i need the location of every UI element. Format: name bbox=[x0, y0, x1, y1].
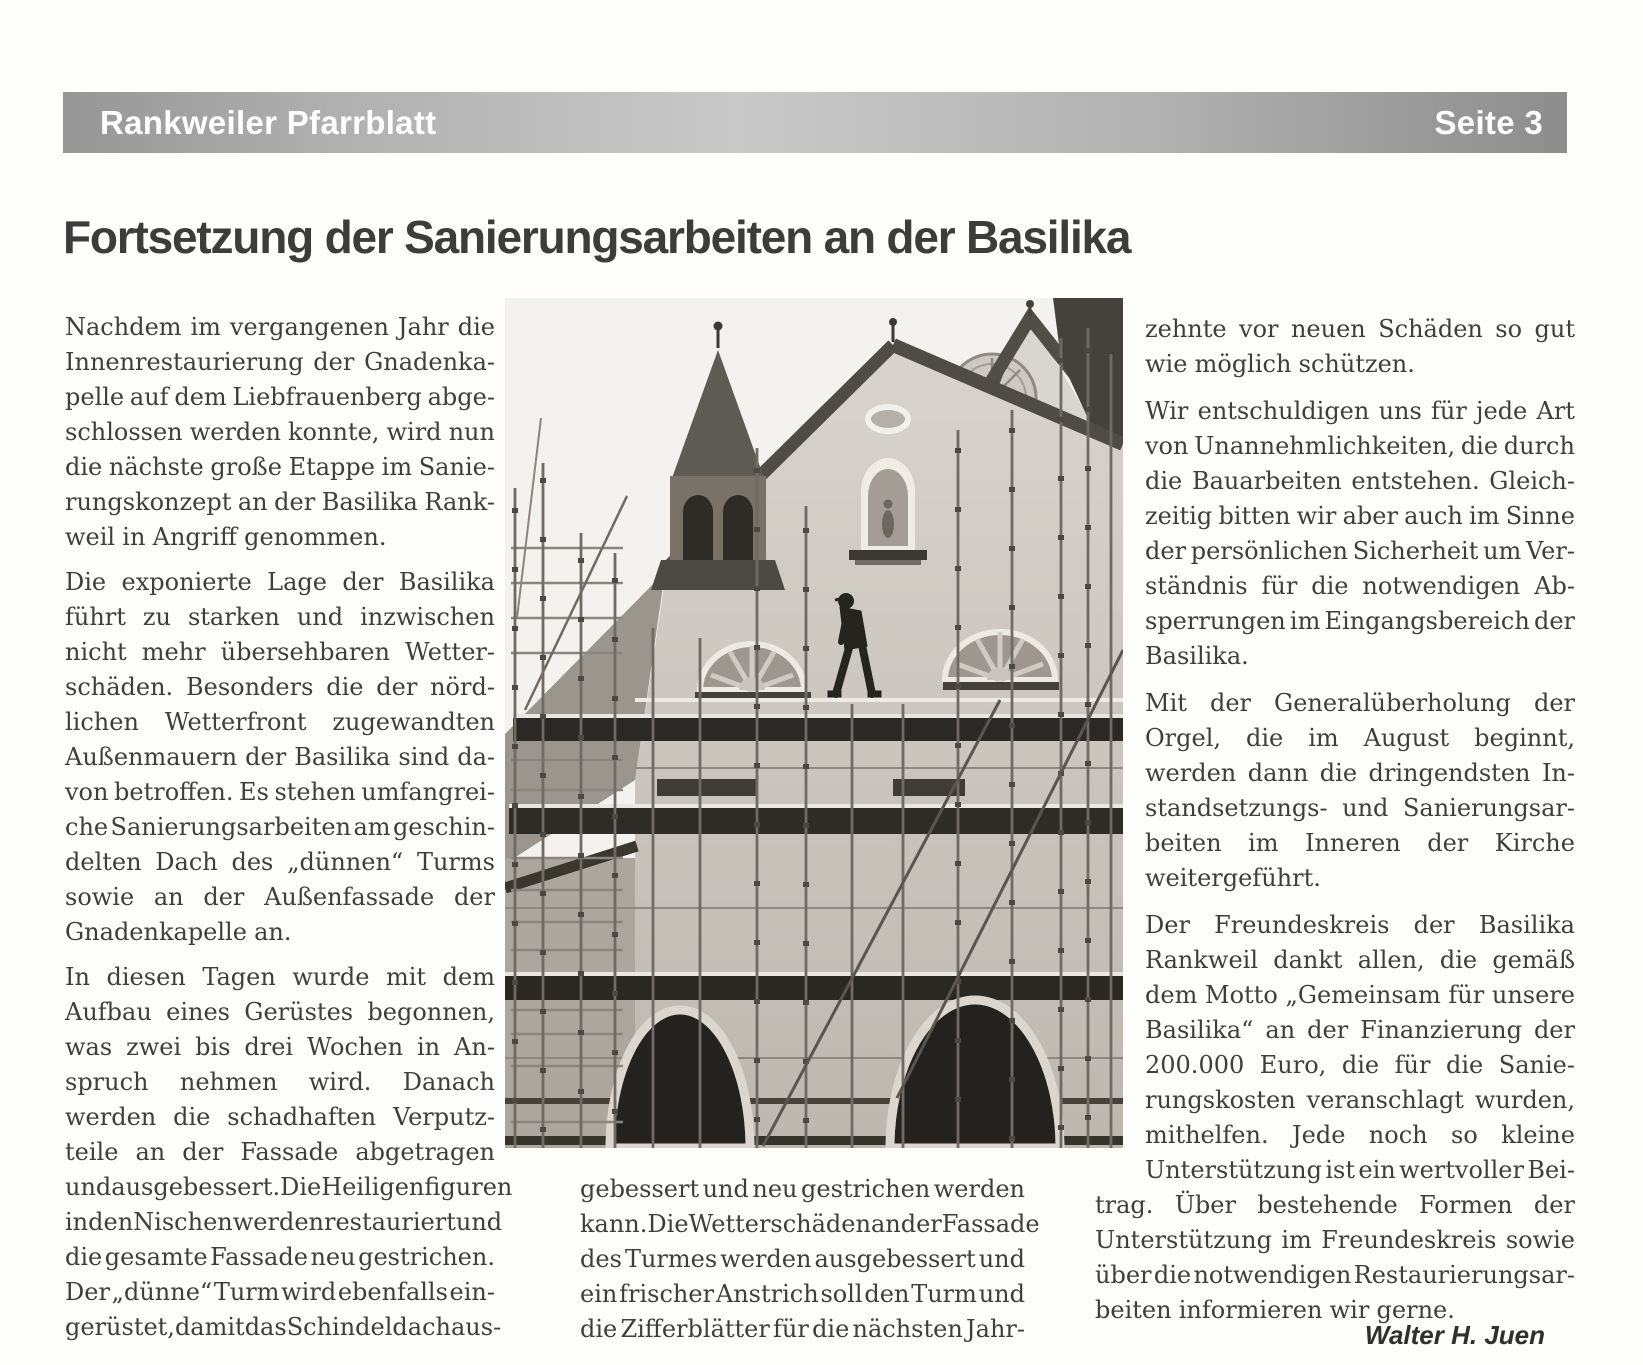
text-line: kann. Die Wetterschäden an der Fassade bbox=[580, 1210, 1040, 1238]
text-line: Basilika“ an der Finanzierung der bbox=[1145, 1016, 1575, 1044]
text-line: Unterstützung ist ein wertvoller Bei- bbox=[1145, 1156, 1575, 1184]
text-line: Basilika. bbox=[1145, 642, 1249, 670]
text-line: die Zifferblätter für die nächsten Jahr- bbox=[580, 1315, 1025, 1343]
text-line: 200.000 Euro, die für die Sanie- bbox=[1145, 1051, 1575, 1079]
text-line: Wir entschuldigen uns für jede Art bbox=[1145, 397, 1575, 425]
text-line: Gnadenkapelle an. bbox=[65, 918, 292, 946]
text-line: der persönlichen Sicherheit um Ver- bbox=[1145, 537, 1575, 565]
text-line: über die notwendigen Restaurierungsar- bbox=[1095, 1261, 1575, 1289]
text-line: nicht mehr übersehbaren Wetter- bbox=[65, 638, 495, 666]
author-byline: Walter H. Juen bbox=[1364, 1320, 1545, 1350]
text-line: Mit der Generalüberholung der bbox=[1145, 689, 1575, 717]
text-line: schäden. Besonders die der nörd- bbox=[65, 673, 495, 701]
page-number: Seite 3 bbox=[1434, 103, 1543, 141]
text-line: delten Dach des „dünnen“ Turms bbox=[65, 848, 495, 876]
text-line: lichen Wetterfront zugewandten bbox=[65, 708, 495, 736]
text-line: pelle auf dem Liebfrauenberg abge- bbox=[65, 383, 495, 411]
text-line: Orgel, die im August beginnt, bbox=[1145, 724, 1575, 752]
text-line: werden dann die dringendsten In- bbox=[1145, 759, 1575, 787]
text-line: werden die schadhaften Verputz- bbox=[65, 1103, 495, 1131]
text-line: von betroffen. Es stehen umfangrei- bbox=[65, 778, 495, 806]
page-header-bar bbox=[63, 92, 1567, 153]
text-line: beiten im Inneren der Kirche bbox=[1145, 829, 1575, 857]
middle-text-column bbox=[580, 1172, 1040, 1347]
text-line: Nachdem im vergangenen Jahr die bbox=[65, 313, 495, 341]
text-line: rungskosten veranschlagt wurden, bbox=[1145, 1086, 1575, 1114]
text-line: dem Motto „Gemeinsam für unsere bbox=[1145, 981, 1575, 1009]
text-line: trag. Über bestehende Formen der bbox=[1095, 1191, 1575, 1219]
text-line: gerüstet, damit das Schindeldach aus- bbox=[65, 1313, 502, 1341]
text-line: was zwei bis drei Wochen in An- bbox=[65, 1033, 495, 1061]
text-line: sperrungen im Eingangsbereich der bbox=[1145, 607, 1575, 635]
text-line: mithelfen. Jede noch so kleine bbox=[1145, 1121, 1575, 1149]
text-line: teile an der Fassade abgetragen bbox=[65, 1138, 495, 1166]
text-line: beiten informieren wir gerne. bbox=[1095, 1296, 1455, 1324]
text-line: che Sanierungsarbeiten am geschin- bbox=[65, 813, 495, 841]
article-photo bbox=[505, 298, 1123, 1148]
publication-title: Rankweiler Pfarrblatt bbox=[100, 103, 437, 141]
text-line: Außenmauern der Basilika sind da- bbox=[65, 743, 495, 771]
article-headline: Fortsetzung der Sanierungsarbeiten an der Basilika bbox=[63, 211, 1131, 263]
text-line: die Bauarbeiten entstehen. Gleich- bbox=[1145, 467, 1575, 495]
text-line: führt zu starken und inzwischen bbox=[65, 603, 495, 631]
text-line: wie möglich schützen. bbox=[1145, 350, 1415, 378]
text-line: Der Freundeskreis der Basilika bbox=[1145, 911, 1575, 939]
text-line: zeitig bitten wir aber auch im Sinne bbox=[1145, 502, 1575, 530]
text-line: ständnis für die notwendigen Ab- bbox=[1145, 572, 1575, 600]
text-line: spruch nehmen wird. Danach bbox=[65, 1068, 495, 1096]
text-line: Rankweil dankt allen, die gemäß bbox=[1145, 946, 1575, 974]
text-line: Der „dünne“ Turm wird ebenfalls ein- bbox=[65, 1278, 495, 1306]
text-line: die nächste große Etappe im Sanie- bbox=[65, 453, 495, 481]
text-line: Die exponierte Lage der Basilika bbox=[65, 568, 495, 596]
text-line: standsetzungs- und Sanierungsar- bbox=[1145, 794, 1575, 822]
text-line: zehnte vor neuen Schäden so gut bbox=[1145, 315, 1575, 343]
text-line: und ausgebessert. Die Heiligenfiguren bbox=[65, 1173, 513, 1201]
left-text-column bbox=[65, 310, 513, 1345]
text-line: Aufbau eines Gerüstes begonnen, bbox=[65, 998, 495, 1026]
text-line: ein frischer Anstrich soll den Turm und bbox=[580, 1280, 1025, 1308]
text-line: weitergeführt. bbox=[1145, 864, 1321, 892]
text-line: die gesamte Fassade neu gestrichen. bbox=[65, 1243, 495, 1271]
text-line: weil in Angriff genommen. bbox=[65, 523, 387, 551]
text-line: rungskonzept an der Basilika Rank- bbox=[65, 488, 495, 516]
basilica-scaffolding-illustration bbox=[505, 298, 1123, 1148]
text-line: Unterstützung im Freundeskreis sowie bbox=[1095, 1226, 1575, 1254]
text-line: In diesen Tagen wurde mit dem bbox=[65, 963, 495, 991]
text-line: sowie an der Außenfassade der bbox=[65, 883, 495, 911]
text-line: in den Nischen werden restauriert und bbox=[65, 1208, 503, 1236]
right-text-column bbox=[1095, 312, 1575, 1328]
text-line: des Turmes werden ausgebessert und bbox=[580, 1245, 1025, 1273]
text-line: Innenrestaurierung der Gnadenka- bbox=[65, 348, 495, 376]
text-line: gebessert und neu gestrichen werden bbox=[580, 1175, 1025, 1203]
text-line: schlossen werden konnte, wird nun bbox=[65, 418, 495, 446]
text-line: von Unannehmlichkeiten, die durch bbox=[1145, 432, 1575, 460]
